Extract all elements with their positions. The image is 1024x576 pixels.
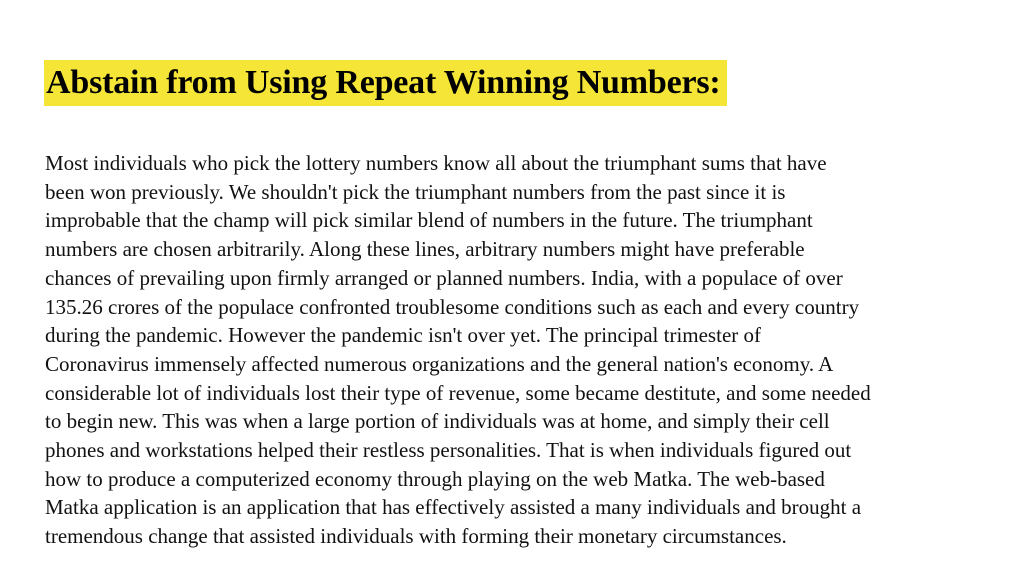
- body-line: 135.26 crores of the populace confronted troublesome conditions such as each and every country: [45, 294, 860, 319]
- body-line: Matka application is an application that has effectively assisted a many individuals and brought a: [45, 495, 862, 520]
- slide-title: Abstain from Using Repeat Winning Numbers:: [46, 64, 721, 101]
- body-line: how to produce a computerized economy through playing on the web Matka. The web-based: [45, 466, 825, 491]
- body-line: Coronavirus immensely affected numerous organizations and the general nation's economy. A: [45, 351, 834, 376]
- body-line: improbable that the champ will pick similar blend of numbers in the future. The triumphant: [45, 208, 813, 233]
- body-line: considerable lot of individuals lost their type of revenue, some became destitute, and some needed: [45, 380, 871, 405]
- body-line: been won previously. We shouldn't pick the triumphant numbers from the past since it is: [45, 179, 786, 204]
- body-line: numbers are chosen arbitrarily. Along these lines, arbitrary numbers might have preferable: [45, 237, 805, 262]
- body-line: phones and workstations helped their restless personalities. That is when individuals figured out: [45, 438, 852, 463]
- body-line: Most individuals who pick the lottery numbers know all about the triumphant sums that have: [45, 151, 827, 175]
- title-highlight: [44, 60, 727, 106]
- body-line: to begin new. This was when a large portion of individuals was at home, and simply their cell: [45, 409, 830, 434]
- body-line: during the pandemic. However the pandemic isn't over yet. The principal trimester of: [45, 323, 761, 348]
- body-line: tremendous change that assisted individuals with forming their monetary circumstances.: [45, 524, 787, 549]
- body-line: chances of prevailing upon firmly arranged or planned numbers. India, with a populace of over: [45, 265, 843, 290]
- body-paragraph: [45, 149, 985, 551]
